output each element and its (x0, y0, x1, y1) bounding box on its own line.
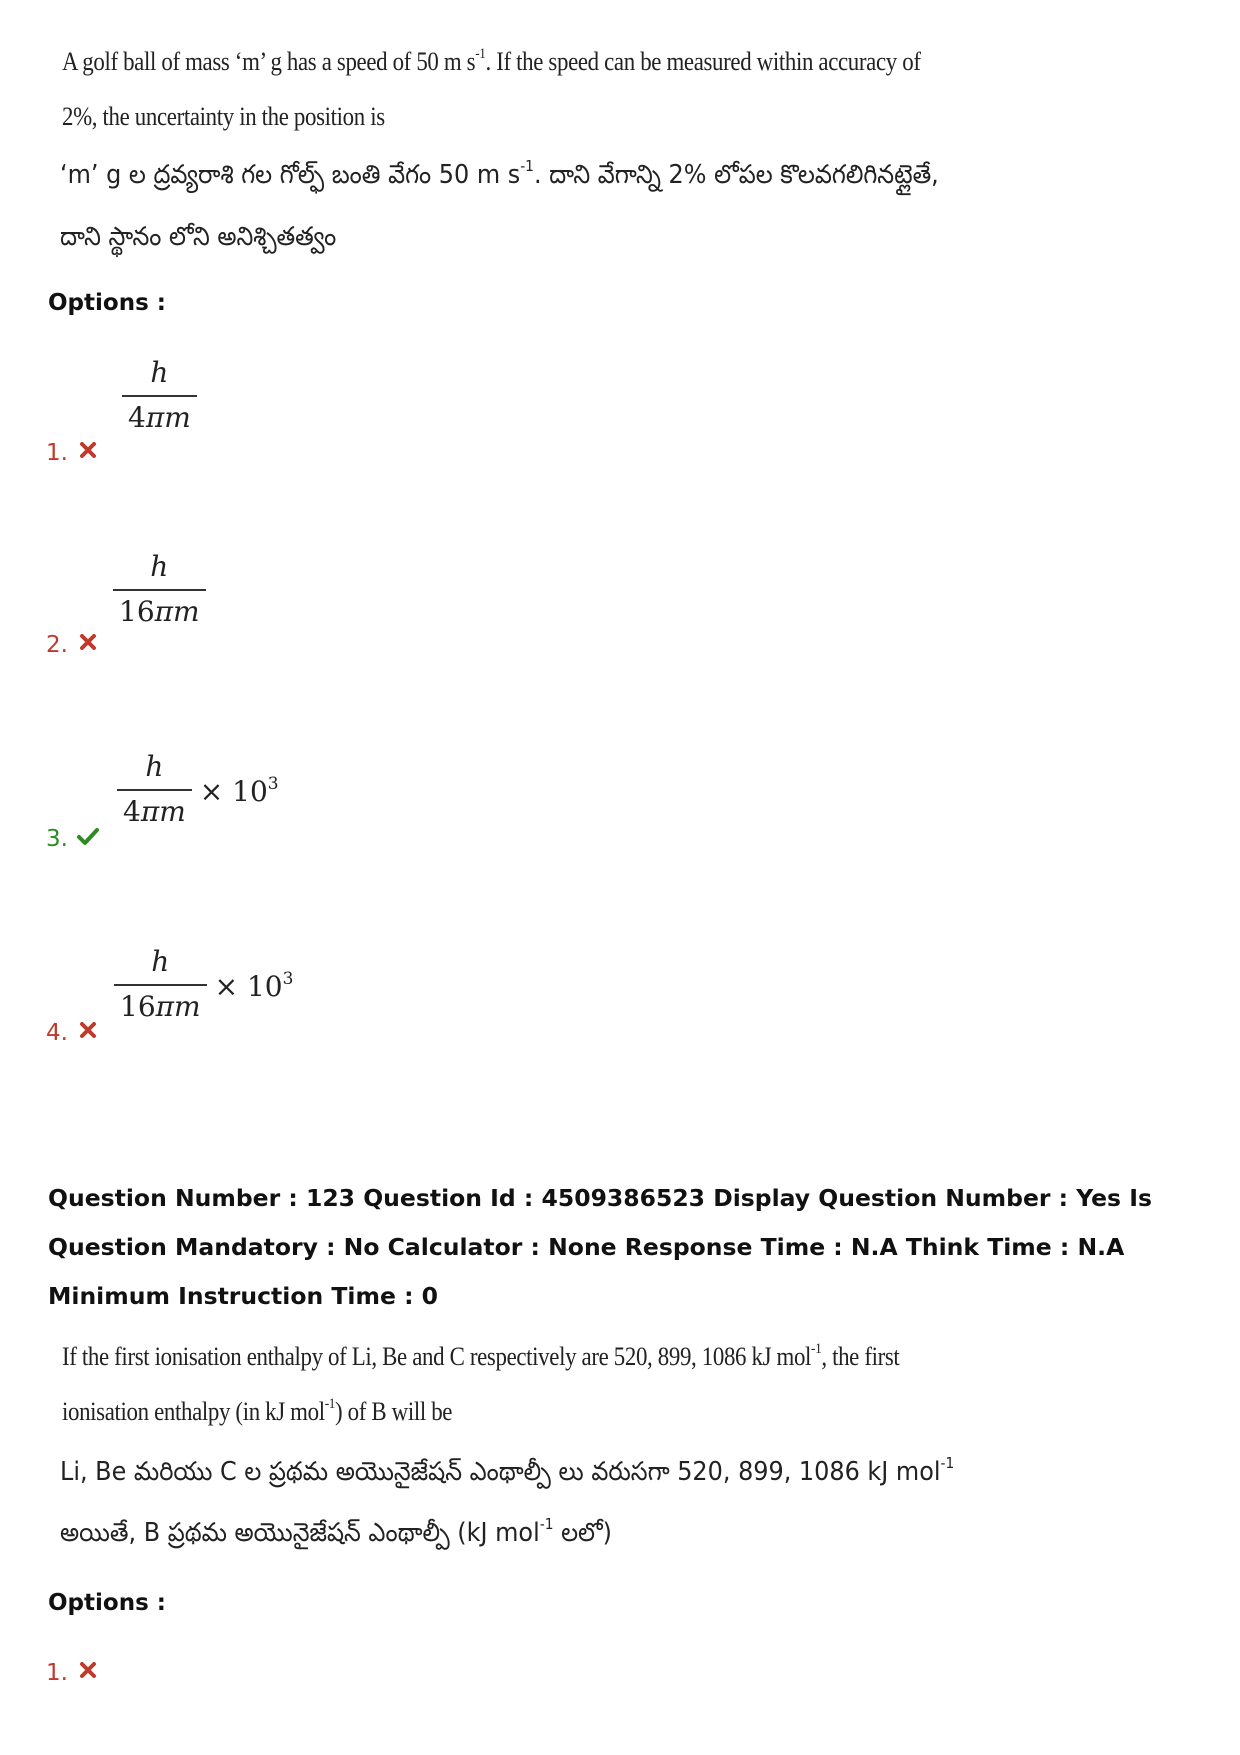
option-4-formula: $\frac{h}{16\pi m}$ × $10^3$ (114, 945, 293, 1023)
question-telugu-line-2: దాని స్థానం లోని అనిశ్చితత్వం (60, 222, 337, 252)
question-123-telugu-line-2: అయితే, B ప్రథమ అయొనైజేషన్ ఎంథాల్పీ (kJ mol$^{-1}$ లలో) (60, 1515, 613, 1548)
q123-option-1-number: 1. (46, 1660, 68, 1686)
cross-icon (78, 1660, 98, 1680)
cross-icon (78, 440, 98, 460)
cross-icon (78, 1020, 98, 1040)
option-2-number: 2. (46, 632, 68, 658)
question-text-line-2: 2%, the uncertainty in the position is (62, 102, 385, 131)
question-123-text-line-1: If the first ionisation enthalpy of Li, Be and C respectively are 520, 899, 1086 kJ mol$^{-1}$, the first (62, 1341, 900, 1371)
question-metadata: Question Number : 123 Question Id : 4509386523 Display Question Number : Yes Is Question Mandatory : No Calculator : None Response Time : N.A Think Time : N.A Minimum Instruction Time : 0 (48, 1184, 1152, 1310)
question-text-line-1: A golf ball of mass ‘m’ g has a speed of 50 m $s^{-1}$. If the speed can be measured within accuracy of (62, 46, 921, 76)
question-123-telugu-line-1: Li, Be మరియు C ల ప్రథమ అయొనైజేషన్ ఎంథాల్పీ లు వరుసగా 520, 899, 1086 kJ mol$^{-1}$ (60, 1454, 955, 1487)
check-icon (76, 826, 100, 846)
option-1-number: 1. (46, 440, 68, 466)
question-123-text-line-2: ionisation enthalpy (in kJ mol$^{-1}$) of B will be (62, 1396, 453, 1426)
option-3-formula: $\frac{h}{4\pi m}$ × $10^3$ (117, 750, 279, 828)
options-heading-q123: Options : (48, 1590, 166, 1616)
cross-icon (78, 632, 98, 652)
option-4-number: 4. (46, 1020, 68, 1046)
option-3-number: 3. (46, 826, 68, 852)
option-1-formula: $\frac{h}{4\pi m}$ (122, 356, 197, 434)
options-heading: Options : (48, 290, 166, 316)
question-telugu-line-1: ‘m’ g ల ద్రవ్యరాశి గల గోల్ఫ్ బంతి వేగం 50 m $s^{-1}$. దాని వేగాన్ని 2% లోపల కొలవగలిగినట్లైతే, (60, 157, 939, 190)
option-2-formula: $\frac{h}{16\pi m}$ (113, 550, 206, 628)
